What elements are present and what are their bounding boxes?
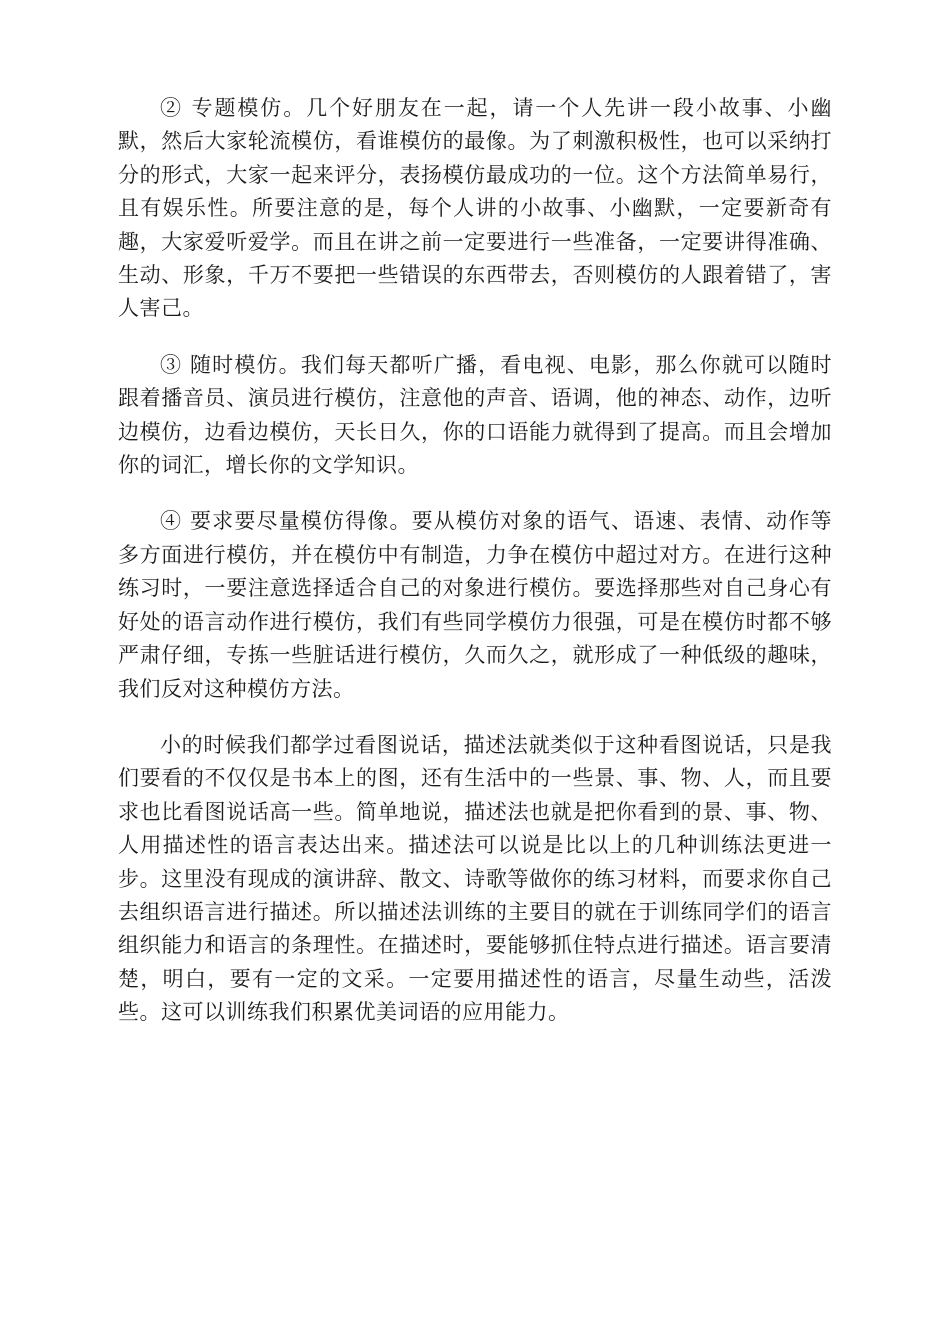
paragraph-imitate-accurately: ④ 要求要尽量模仿得像。要从模仿对象的语气、语速、表情、动作等多方面进行模仿，并在模仿中有制造，力争在模仿中超过对方。在进行这种练习时，一要注意选择适合自己的对象进行模仿。要选择那些对自己身心有好处的语言动作进行模仿，我们有些同学模仿力很强，可是在模仿时都不够严肃仔细，专拣一些脏话进行模仿，久而久之，就形成了一种低级的趣味，我们反对这种模仿方法。 xyxy=(118,509,832,701)
paragraph-topic-imitation: ② 专题模仿。几个好朋友在一起，请一个人先讲一段小故事、小幽默，然后大家轮流模仿，看谁模仿的最像。为了刺激积极性，也可以采纳打分的形式，大家一起来评分，表扬模仿最成功的一位。这个方法简单易行，且有娱乐性。所要注意的是，每个人讲的小故事、小幽默，一定要新奇有趣，大家爱听爱学。而且在讲之前一定要进行一些准备，一定要讲得准确、生动、形象，千万不要把一些错误的东西带去，否则模仿的人跟着错了，害人害己。 xyxy=(118,96,832,321)
paragraph-description-method: 小的时候我们都学过看图说话，描述法就类似于这种看图说话，只是我们要看的不仅仅是书本上的图，还有生活中的一些景、事、物、人，而且要求也比看图说话高一些。简单地说，描述法也就是把你看到的景、事、物、人用描述性的语言表达出来。描述法可以说是比以上的几种训练法更进一步。这里没有现成的演讲辞、散文、诗歌等做你的练习材料，而要求你自己去组织语言进行描述。所以描述法训练的主要目的就在于训练同学们的语言组织能力和语言的条理性。在描述时，要能够抓住特点进行描述。语言要清楚，明白，要有一定的文采。一定要用描述性的语言，尽量生动些，活泼些。这可以训练我们积累优美词语的应用能力。 xyxy=(118,732,832,1025)
paragraph-anytime-imitation: ③ 随时模仿。我们每天都听广播，看电视、电影，那么你就可以随时跟着播音员、演员进行模仿，注意他的声音、语调，他的神态、动作，边听边模仿，边看边模仿，天长日久，你的口语能力就得到了提高。而且会增加你的词汇，增长你的文学知识。 xyxy=(118,352,832,478)
document-body xyxy=(118,92,832,1030)
